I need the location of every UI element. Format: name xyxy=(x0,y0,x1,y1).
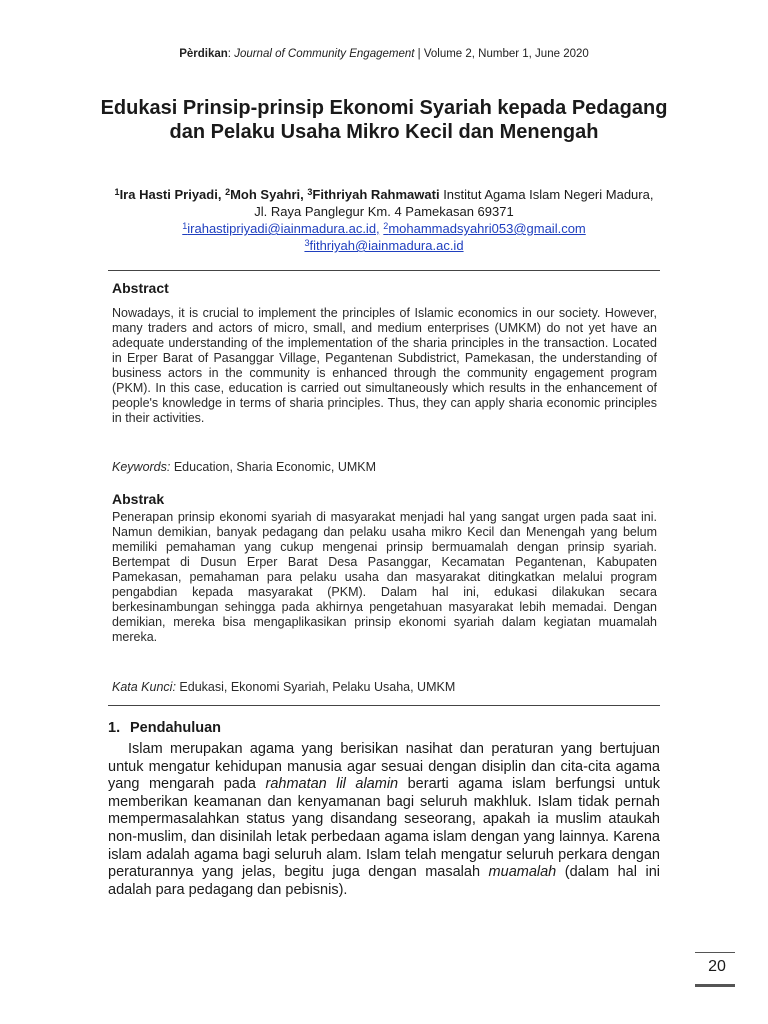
page-number: 20 xyxy=(708,958,726,975)
kata-kunci-line xyxy=(112,680,657,695)
author-1-name: Ira Hasti Priyadi, xyxy=(119,187,222,202)
abstract-bottom-rule xyxy=(108,705,660,706)
email-3-text: fithriyah@iainmadura.ac.id xyxy=(309,238,464,253)
abstract-heading: Abstract xyxy=(112,280,169,296)
keywords-values: Education, Sharia Economic, UMKM xyxy=(173,460,377,474)
page-number-top-rule xyxy=(695,952,735,953)
email-2-number: 2 xyxy=(383,221,389,231)
intro-italic-term-1: rahmatan lil alamin xyxy=(265,776,399,793)
section-number: 1. xyxy=(108,720,121,736)
issue-info: | Volume 2, Number 1, June 2020 xyxy=(417,48,589,60)
intro-text-1: Islam merupakan agama yang berisikan nasihat dan peraturan yang bertujuan untuk mengatur kehidupan manusia agar sesuai dengan disiplin dan cita-cita agama yang mengarah pada xyxy=(108,741,660,793)
page-number-bottom-rule xyxy=(695,984,735,987)
intro-italic-term-2: muamalah xyxy=(488,864,557,881)
email-link-3[interactable] xyxy=(304,238,463,253)
abstract-top-rule xyxy=(108,270,660,271)
email-link-1[interactable] xyxy=(182,221,379,236)
kata-kunci-values: Edukasi, Ekonomi Syariah, Pelaku Usaha, UMKM xyxy=(179,680,456,694)
author-2-name: Moh Syahri, xyxy=(230,187,304,202)
section-title: Pendahuluan xyxy=(130,720,222,736)
intro-text-2: berarti agama islam berfungsi untuk memberikan keamanan dan kenyamanan bagi seluruh makhluk. Islam tidak pernah mempermasalahkan status yang disandang seseorang, apakah ia muslim ataukah non-muslim, dan disinilah letak perbedaan agama islam dengan yang lainnya. Karena islam adalah agama bagi seluruh alam. Islam telah mengatur seluruh perkara dengan peraturannya yang jelas, begitu juga dengan masalah xyxy=(108,776,660,881)
author-3-name: Fithriyah Rahmawati xyxy=(312,187,440,202)
keywords-label: Keywords: xyxy=(112,460,171,474)
author-1-number: 1 xyxy=(114,187,120,197)
email-3-number: 3 xyxy=(304,238,310,248)
email-1-number: 1 xyxy=(182,221,188,231)
abstrak-heading: Abstrak xyxy=(112,491,165,507)
intro-text-3: (dalam hal ini adalah para pedagang dan pebisnis). xyxy=(108,864,661,898)
abstrak-body: Penerapan prinsip ekonomi syariah di masyarakat menjadi hal yang sangat urgen pada saat ini. Namun demikian, banyak pedagang dan pelaku usaha mikro Kecil dan Menengah yang belum memiliki pemahaman yang cukup mengenai prinsip bermuamalah dengan prinsip syariah. Bertempat di Dusun Erper Barat Desa Pasanggar, Kecamatan Pegantenan, Kabupaten Pamekasan, pemahaman para pelaku usaha dan masyarakat ditingkatkan melalui program pengabdian kepada masyarakat (PKM). Dalam hal ini, edukasi dilakukan secara berkesinambungan sehingga pada akhirnya pengetahuan masyarakat lebih memadai. Dengan demikian, mereka bisa mengaplikasikan prinsip ekonomi syariah dalam kegiatan muamalah mereka. xyxy=(112,510,657,644)
paper-title: Edukasi Prinsip-prinsip Ekonomi Syariah kepada Pedagang dan Pelaku Usaha Mikro Kecil dan Menengah xyxy=(100,97,668,143)
intro-paragraph xyxy=(108,741,660,899)
email-1-text: irahastipriyadi@iainmadura.ac.id, xyxy=(187,221,380,236)
author-2-number: 2 xyxy=(225,187,231,197)
keywords-line xyxy=(112,460,657,475)
affiliation: Institut Agama Islam Negeri Madura, Jl. Raya Panglegur Km. 4 Pamekasan 69371 xyxy=(254,187,654,219)
kata-kunci-label: Kata Kunci: xyxy=(112,680,176,694)
email-link-2[interactable] xyxy=(383,221,585,236)
journal-name: Pèrdikan xyxy=(179,48,228,60)
email-2-text: mohammadsyahri053@gmail.com xyxy=(388,221,586,236)
abstract-body: Nowadays, it is crucial to implement the principles of Islamic economics in our society. However, many traders and actors of micro, small, and medium enterprises (UMKM) do not yet have an adequate understanding of the implementation of the sharia principles in the transaction. Located in Erper Barat of Pasanggar Village, Pegantenan Subdistrict, Pamekasan, the understanding of business actors in the community is enhanced through the community engagement program (PKM). In this case, education is carried out simultaneously which results in the enhancement of people's knowledge in terms of sharia principles. Thus, they can apply sharia economic principles in their activities. xyxy=(112,306,657,425)
running-header: Pèrdikan: Journal of Community Engagement | Volume 2, Number 1, June 2020 xyxy=(179,48,589,60)
journal-subtitle: Journal of Community Engagement xyxy=(234,48,415,60)
author-3-number: 3 xyxy=(307,187,313,197)
section-heading-intro xyxy=(108,720,221,736)
author-block xyxy=(108,186,660,254)
